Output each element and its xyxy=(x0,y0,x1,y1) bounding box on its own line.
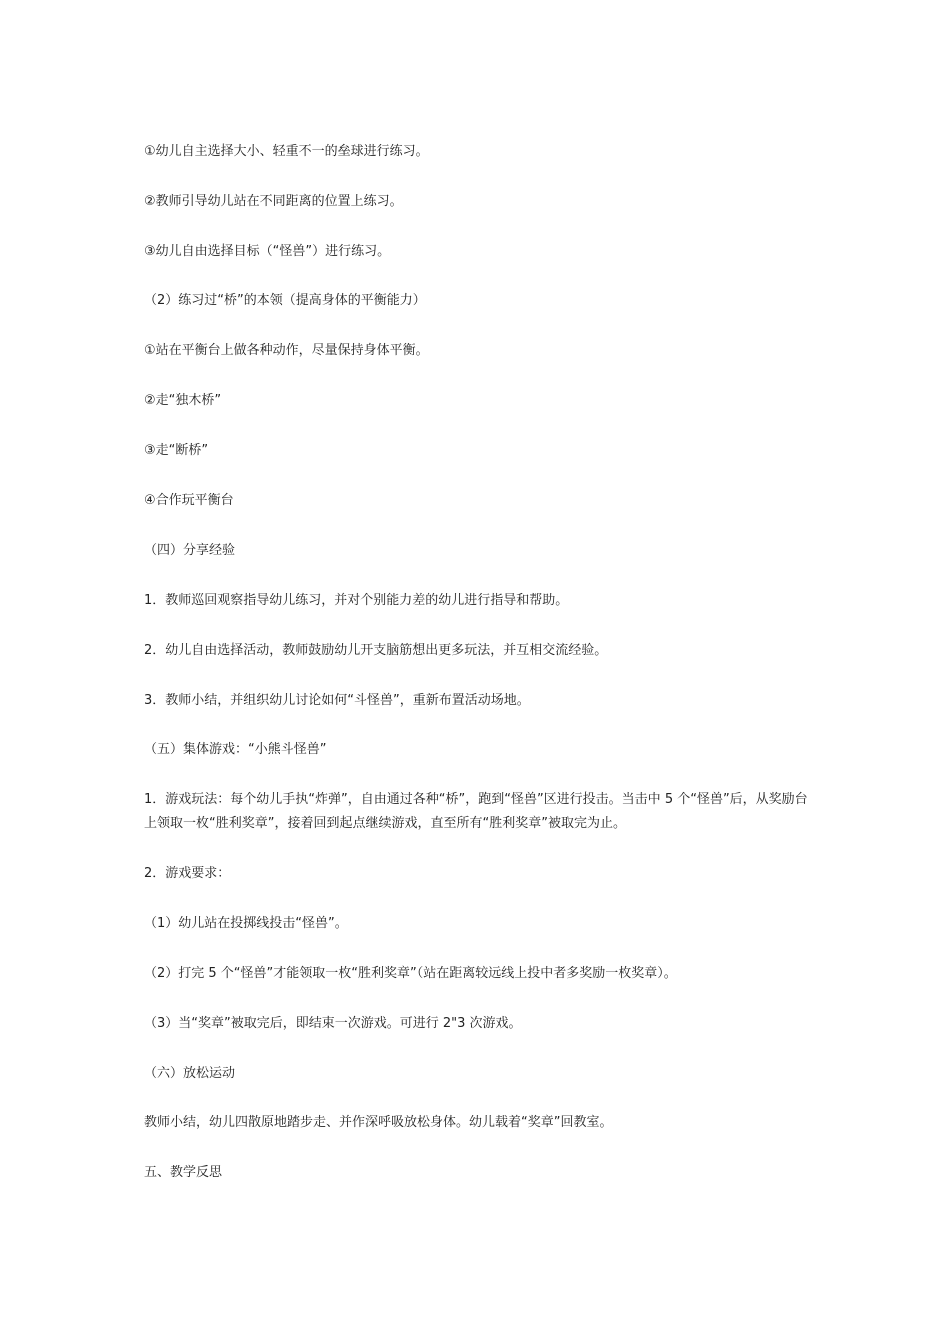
paragraph: ②教师引导幼儿站在不同距离的位置上练习。 xyxy=(144,194,403,209)
paragraph: （1）幼儿站在投掷线投击“怪兽”。 xyxy=(144,916,348,931)
paragraph: ③走“断桥” xyxy=(144,443,209,458)
paragraph: ③幼儿自由选择目标（“怪兽”）进行练习。 xyxy=(144,244,391,259)
paragraph: （2）打完 5 个“怪兽”才能领取一枚“胜利奖章”（站在距离较远线上投中者多奖励一枚奖章）。 xyxy=(144,966,677,981)
section-heading: （四）分享经验 xyxy=(144,543,236,558)
paragraph: ④合作玩平衡台 xyxy=(144,493,234,508)
section-heading: 五、教学反思 xyxy=(144,1165,223,1180)
paragraph: 1．游戏玩法：每个幼儿手执“炸弹”，自由通过各种“桥”，跑到“怪兽”区进行投击。当击中 5 个“怪兽”后，从奖励台上领取一枚“胜利奖章”，接着回到起点继续游戏，直至所有“胜利奖章”被取完为止。 xyxy=(144,792,808,831)
paragraph: 1．教师巡回观察指导幼儿练习，并对个别能力差的幼儿进行指导和帮助。 xyxy=(144,593,569,608)
paragraph: 2．幼儿自由选择活动，教师鼓励幼儿开支脑筋想出更多玩法，并互相交流经验。 xyxy=(144,643,608,658)
paragraph: 2．游戏要求： xyxy=(144,866,231,881)
paragraph: （2）练习过“桥”的本领（提高身体的平衡能力） xyxy=(144,293,426,308)
paragraph: ①站在平衡台上做各种动作，尽量保持身体平衡。 xyxy=(144,343,429,358)
section-heading: （六）放松运动 xyxy=(144,1066,236,1081)
paragraph: 教师小结，幼儿四散原地踏步走、并作深呼吸放松身体。幼儿载着“奖章”回教室。 xyxy=(144,1115,613,1130)
paragraph: ①幼儿自主选择大小、轻重不一的垒球进行练习。 xyxy=(144,144,429,159)
paragraph: （3）当“奖章”被取完后，即结束一次游戏。可进行 2"3 次游戏。 xyxy=(144,1016,522,1031)
section-heading: （五）集体游戏：“小熊斗怪兽” xyxy=(144,742,327,757)
paragraph: 3．教师小结，并组织幼儿讨论如何“斗怪兽”，重新布置活动场地。 xyxy=(144,693,530,708)
paragraph: ②走“独木桥” xyxy=(144,393,222,408)
